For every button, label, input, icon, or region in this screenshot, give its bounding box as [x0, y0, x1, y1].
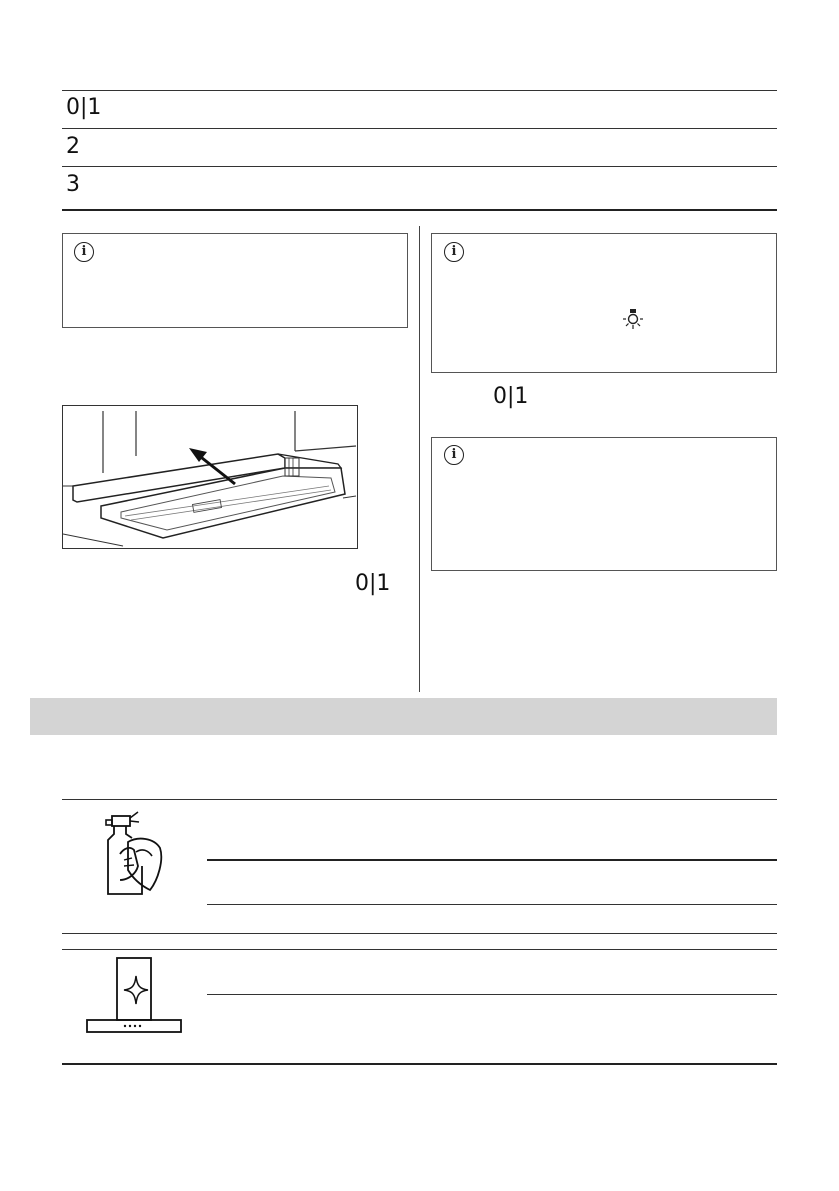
table-row-divider	[62, 166, 777, 167]
column-divider	[419, 226, 420, 692]
pull-out-hood-drawing	[63, 406, 357, 548]
right-info-note-1	[431, 233, 777, 373]
light-bulb-icon	[622, 308, 644, 330]
care-row-divider	[62, 949, 777, 950]
care-row-divider	[62, 933, 777, 934]
inline-on-off-symbol-left: 0|1	[355, 571, 391, 596]
care-table-bottom-rule	[62, 1063, 777, 1065]
section-header-bar	[30, 698, 777, 735]
inline-on-off-symbol-right: 0|1	[493, 384, 529, 409]
table-row-divider	[62, 128, 777, 129]
care-sub-divider	[207, 904, 777, 905]
symbol-on-off: 0|1	[66, 95, 102, 120]
symbol-speed-3: 3	[66, 172, 80, 197]
cooker-hood-shine-icon	[84, 956, 184, 1036]
info-icon: i	[74, 242, 94, 262]
spray-cleaning-icon	[98, 808, 178, 898]
right-info-note-2	[431, 437, 777, 571]
left-info-note	[62, 233, 408, 328]
table-top-rule	[62, 90, 777, 91]
table-bottom-rule	[62, 209, 777, 211]
symbol-speed-2: 2	[66, 134, 80, 159]
info-icon: i	[444, 242, 464, 262]
care-sub-divider	[207, 994, 777, 995]
care-table-top-rule	[62, 799, 777, 800]
hood-illustration	[62, 405, 358, 549]
info-icon: i	[444, 445, 464, 465]
care-sub-divider	[207, 859, 777, 861]
